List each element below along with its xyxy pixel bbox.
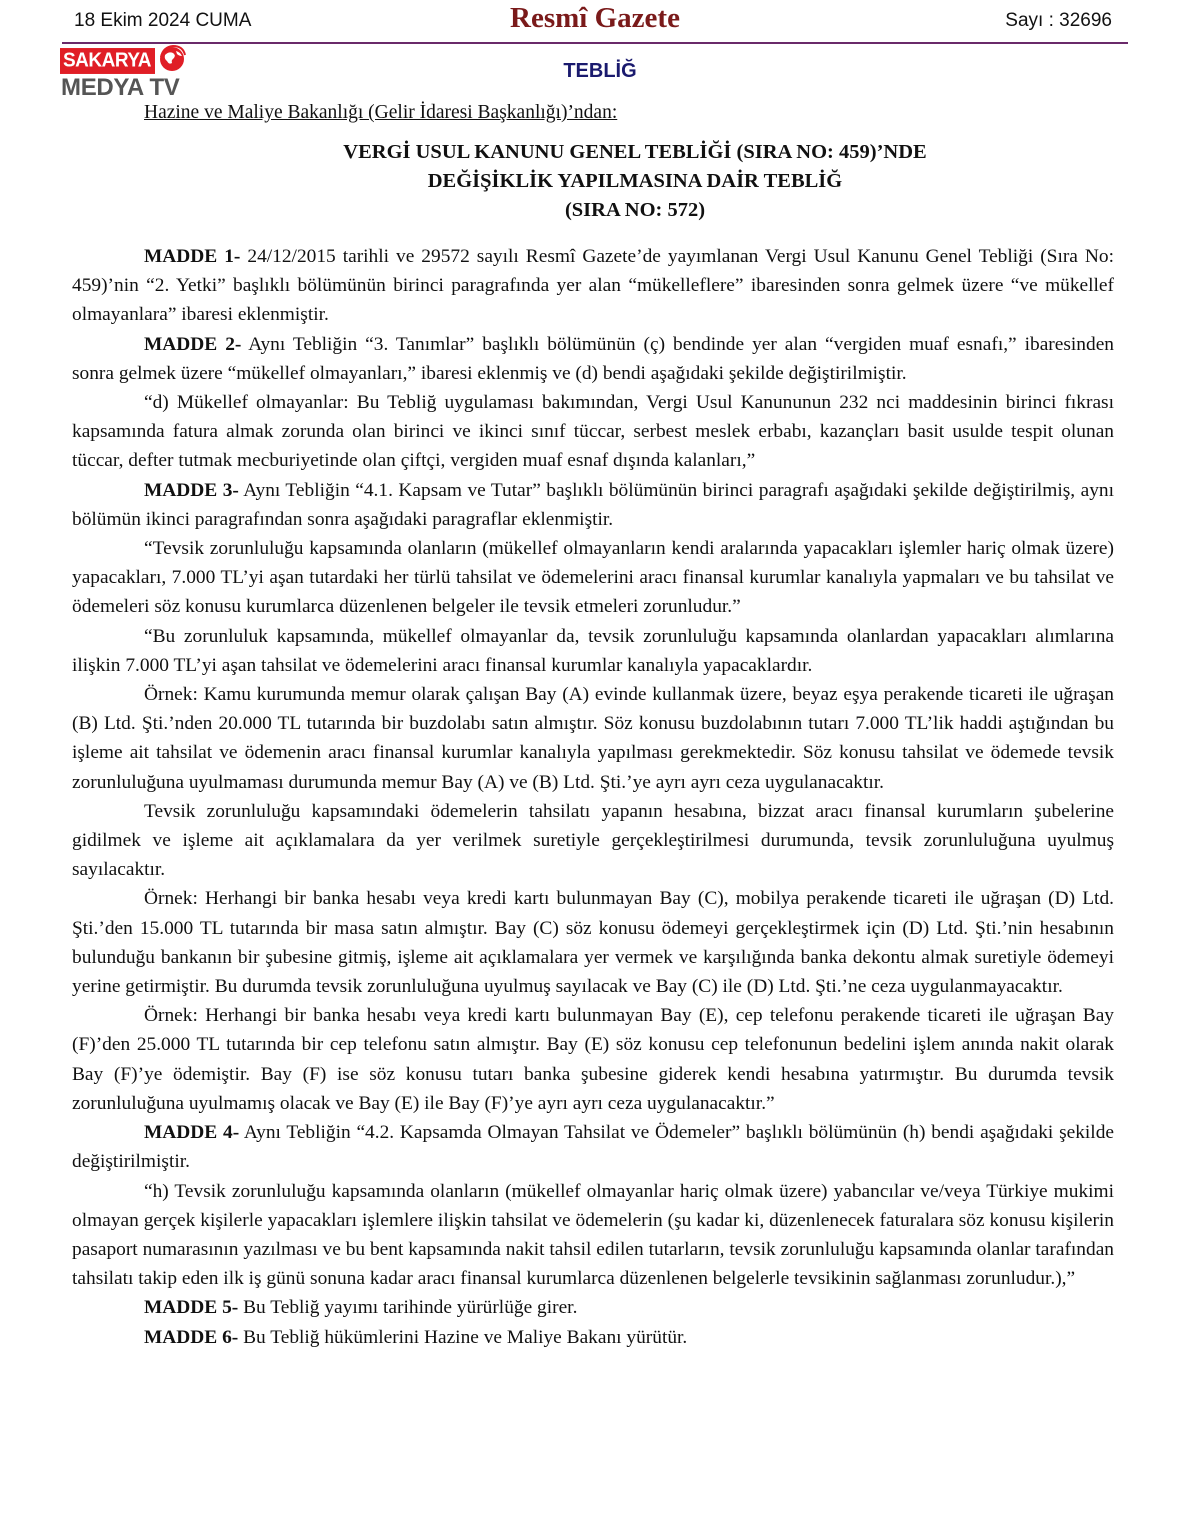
- article-text: Aynı Tebliğin “4.1. Kapsam ve Tutar” başlıklı bölümünün birinci paragrafı aşağıdaki şekilde değiştirilmiş, aynı bölümün ikinci paragrafından sonra aşağıdaki paragraflar eklenmiştir.: [72, 479, 1114, 530]
- article-lead: MADDE 1-: [144, 246, 241, 267]
- paragraph-text: Örnek: Herhangi bir banka hesabı veya kredi kartı bulunmayan Bay (E), cep telefonu perakende ticareti ile uğraşan Bay (F)’den 25.000 TL tutarında bir cep telefonu satın almıştır. Bay (E) söz konusu cep telefonunun bedelini işlem anında nakit olarak Bay (F)’ye ödemiştir. Bay (F) ise söz konusu tutarı banka şubesine giderek kendi hesabına yatırmıştır. Bu durumda tevsik zorunluluğuna uyulmamış olacak ve Bay (E) ile Bay (F)’ye ayrı ayrı ceza uygulanacaktır.”: [72, 1005, 1114, 1114]
- paragraph-text: Tevsik zorunluluğu kapsamındaki ödemelerin tahsilatı yapanın hesabına, bizzat aracı finansal kurumların şubelerine gidilmek ve işleme ait açıklamalara da yer verilmek suretiyle gerçekleştirilmesi durumunda, tevsik zorunluluğuna uyulmuş sayılacaktır.: [72, 800, 1114, 881]
- paragraph-text: “h) Tevsik zorunluluğu kapsamında olanların (mükellef olmayanlar hariç olmak üzere) yabancılar ve/veya Türkiye mukimi olmayan gerçek kişilerle yapacakları işlemlere ilişkin tahsilat ve ödemelerin (şu kadar ki, düzenlenecek faturalara söz konusu kişilerin pasaport numarasının yazılması ve bu bent kapsamında nakit tahsil edilen tutarların, tevsik zorunluluğu kapsamında olanlar tarafından tahsilatı takip eden ilk iş günü sonuna kadar aracı finansal kurumlarca düzenlenen belgelerle tevsikinin sağlanması zorunludur.),”: [72, 1180, 1114, 1290]
- logo-text-sakarya: SAKARYA: [60, 48, 155, 74]
- publication-date: 18 Ekim 2024 CUMA: [74, 10, 252, 31]
- gazette-header: [62, 0, 1128, 44]
- issuer-line: Hazine ve Maliye Bakanlığı (Gelir İdaresi Başkanlığı)’ndan:: [144, 102, 618, 123]
- paragraph-text: “d) Mükellef olmayanlar: Bu Tebliğ uygulaması bakımından, Vergi Usul Kanununun 232 nci maddesinin birinci fıkrası kapsamında fatura almak zorunda olan birinci ve ikinci sınıf tüccar, serbest meslek erbabı, kazançları basit usulde tespit olunan tüccar, defter tutmak mecburiyetinde olan çiftçi, vergiden muaf esnaf dışında kalanları,”: [72, 392, 1114, 472]
- title-line-1: VERGİ USUL KANUNU GENEL TEBLİĞİ (SIRA NO: 459)’NDE: [343, 141, 927, 163]
- quoted-definition-h: [72, 1177, 1114, 1294]
- article-text: 24/12/2015 tarihli ve 29572 sayılı Resmî Gazete’de yayımlanan Vergi Usul Kanunu Genel Tebliği (Sıra No: 459)’nin “2. Yetki” başlıklı bölümünün birinci paragrafında yer alan “mükelleflere” ibaresinden sonra gelmek üzere “ve mükellef olmayanlara” ibaresi eklenmiştir.: [72, 246, 1114, 326]
- quoted-paragraph: [72, 622, 1114, 680]
- paragraph-text: “Bu zorunluluk kapsamında, mükellef olmayanlar da, tevsik zorunluluğu kapsamında olanlardan yapacakları alımlarına ilişkin 7.000 TL’yi aşan tahsilat ve ödemelerini aracı finansal kurumlar kanalıyla yapacaklardır.: [72, 625, 1114, 676]
- article-lead: MADDE 5-: [144, 1297, 239, 1319]
- article-lead: MADDE 6-: [144, 1326, 239, 1348]
- article-5: [72, 1293, 1114, 1322]
- gazette-title: Resmî Gazete: [510, 2, 680, 34]
- example-paragraph: [72, 680, 1114, 797]
- article-text: Bu Tebliğ hükümlerini Hazine ve Maliye Bakanı yürütür.: [238, 1326, 688, 1348]
- article-text: Aynı Tebliğin “4.2. Kapsamda Olmayan Tahsilat ve Ödemeler” başlıklı bölümünün (h) bendi aşağıdaki şekilde değiştirilmiştir.: [72, 1122, 1114, 1173]
- issue-number: Sayı : 32696: [1005, 10, 1112, 31]
- article-lead: MADDE 2-: [144, 333, 242, 355]
- document-body: [72, 242, 1114, 1352]
- article-lead: MADDE 3-: [144, 479, 239, 501]
- document-title: [0, 138, 1200, 225]
- example-paragraph: [72, 884, 1114, 1001]
- quoted-definition-d: [72, 388, 1114, 476]
- article-text: Bu Tebliğ yayımı tarihinde yürürlüğe girer.: [238, 1297, 578, 1319]
- article-lead: MADDE 4-: [144, 1122, 240, 1144]
- quoted-paragraph: [72, 534, 1114, 622]
- title-line-2: DEĞİŞİKLİK YAPILMASINA DAİR TEBLİĞ: [427, 170, 843, 192]
- paragraph-text: Örnek: Herhangi bir banka hesabı veya kredi kartı bulunmayan Bay (C), mobilya perakende ticareti ile uğraşan (D) Ltd. Şti.’den 15.000 TL tutarında bir masa satın almıştır. Bay (C) söz konusu ödemeyi gerçekleştirmek için (D) Ltd. Şti.’nin hesabının bulunduğu bankanın bir şubesine gitmiş, işleme ait açıklamalara yer vermek ve karşılığında banka dekontu almak suretiyle ödemeyi yerine getirmiştir. Bu durumda tevsik zorunluluğuna uyulmuş sayılacak ve Bay (C) ile (D) Ltd. Şti.’ne ceza uygulanmayacaktır.: [72, 888, 1114, 998]
- logo-text-medya-tv: MEDYA TV: [61, 74, 180, 101]
- article-1: [72, 242, 1114, 330]
- section-label: TEBLİĞ: [563, 60, 637, 82]
- body-paragraph: [72, 797, 1114, 885]
- paragraph-text: Örnek: Kamu kurumunda memur olarak çalışan Bay (A) evinde kullanmak üzere, beyaz eşya perakende ticareti ile uğraşan (B) Ltd. Şti.’nden 20.000 TL tutarında bir buzdolabı satın almıştır. Söz konusu buzdolabının tutarı 7.000 TL’lik haddi aştığından bu işleme ait tahsilat ve ödemenin aracı finansal kurumlar kanalıyla yapılması gerekmektedir. Söz konusu tahsilat ve ödemede tevsik zorunluluğuna uyulmaması durumunda memur Bay (A) ve (B) Ltd. Şti.’ye ayrı ayrı ceza uygulanacaktır.: [72, 684, 1114, 793]
- paragraph-text: “Tevsik zorunluluğu kapsamında olanların (mükellef olmayanların kendi aralarında yapacakları işlemler hariç olmak üzere) yapacakları, 7.000 TL’yi aşan tutardaki her türlü tahsilat ve ödemelerini aracı finansal kurumlar kanalıyla yapmaları ve bu tahsilat ve ödemeleri söz konusu kurumlarca düzenlenen belgeler ile tevsik etmeleri zorunludur.”: [72, 538, 1114, 618]
- article-2: [72, 330, 1114, 388]
- article-text: Aynı Tebliğin “3. Tanımlar” başlıklı bölümünün (ç) bendinde yer alan “vergiden muaf esnafı,” ibaresinden sonra gelmek üzere “mükellef olmayanları,” ibaresi eklenmiş ve (d) bendi aşağıdaki şekilde değiştirilmiştir.: [72, 333, 1114, 384]
- title-line-3: (SIRA NO: 572): [564, 199, 706, 221]
- article-6: [72, 1323, 1114, 1352]
- example-paragraph: [72, 1001, 1114, 1118]
- article-3: [72, 476, 1114, 534]
- article-4: [72, 1118, 1114, 1176]
